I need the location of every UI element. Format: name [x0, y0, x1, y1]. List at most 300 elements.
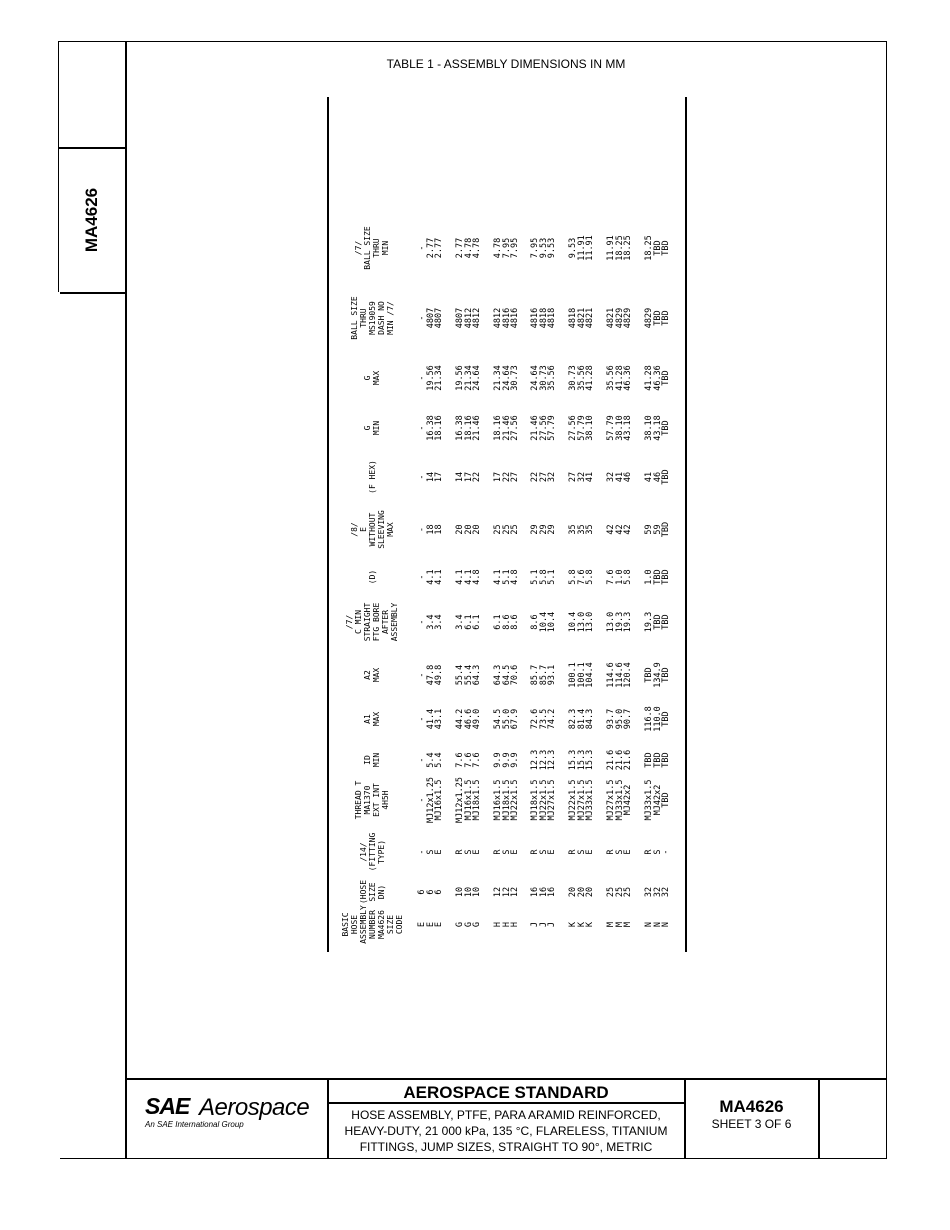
table-cell: 35.56 — [606, 365, 616, 391]
table-cell: H — [493, 921, 503, 928]
table-cell: 10 — [463, 886, 474, 898]
table-cell: TBD — [652, 240, 663, 256]
table-cell: 4818 — [568, 307, 578, 329]
table-cell: 16 — [538, 886, 549, 898]
table-cell: 25 — [493, 524, 503, 535]
table-cell: MJ33x1.5 — [585, 779, 596, 821]
table-cell: 5.4 — [425, 752, 436, 768]
table-cell: 4816 — [501, 307, 512, 329]
table-cell: 4829 — [614, 307, 625, 329]
table-cell: 57.79 — [547, 415, 558, 441]
table-cell: 7.95 — [530, 237, 540, 259]
table-cell: 7.6 — [576, 569, 587, 585]
table-cell: 3.4 — [434, 614, 445, 630]
table-cell: 25 — [623, 886, 634, 898]
table-cell: 9.9 — [501, 752, 512, 768]
standard-heading: AEROSPACE STANDARD — [403, 1083, 609, 1102]
table-cell: 18 — [434, 524, 445, 535]
table-cell: 2.77 — [434, 237, 445, 259]
table-cell: E — [510, 849, 521, 855]
side-document-code: MA4626 — [82, 187, 101, 253]
table-cell: N — [661, 921, 672, 928]
table-cell: 4829 — [623, 307, 634, 329]
table-cell: 22 — [472, 471, 483, 483]
table-cell: G — [472, 921, 483, 928]
table-cell: - — [417, 849, 427, 855]
table-cell: S — [425, 849, 436, 855]
table-cell: 21.34 — [463, 365, 474, 391]
table-cell: 21.46 — [501, 415, 512, 441]
table-cell: 9.9 — [510, 752, 521, 768]
table-cell: M — [614, 921, 625, 928]
table-cell: 21.6 — [614, 749, 625, 771]
table-cell: 4818 — [538, 307, 549, 329]
column-header: /14/ (FITTING TYPE) — [358, 832, 386, 872]
table-cell: 43.18 — [652, 415, 663, 441]
table-cell: 25 — [501, 524, 512, 535]
table-cell: 29 — [530, 524, 540, 535]
column-header: (HOSE SIZE DN) — [358, 879, 386, 905]
table-cell: 84.3 — [585, 708, 596, 730]
table-cell: 100.1 — [568, 662, 578, 688]
table-cell: 15.3 — [568, 749, 578, 771]
aerospace-logo-text: Aerospace — [199, 1094, 310, 1121]
description-line-2: HEAVY-DUTY, 21 000 kPa, 135 °C, FLARELESS, TITANIUM — [344, 1124, 668, 1138]
table-cell: 47.8 — [425, 664, 436, 686]
table-cell: S — [614, 849, 625, 855]
table-cell: 17 — [493, 471, 503, 483]
table-cell: 12.3 — [538, 749, 549, 771]
table-cell: 5.4 — [434, 752, 445, 768]
table-cell: 1.0 — [644, 569, 654, 585]
table-cell: E — [547, 849, 558, 855]
table-cell: 42 — [623, 524, 634, 535]
table-cell: 22 — [530, 471, 540, 483]
table-cell: 16.38 — [455, 415, 465, 441]
table-cell: MJ16x1.5 — [434, 779, 445, 821]
table-cell: 6 — [425, 889, 436, 895]
assembly-dimensions-table — [327, 97, 687, 952]
table-cell: TBD — [661, 711, 672, 727]
table-cell: 64.3 — [493, 664, 503, 686]
table-cell: 114.6 — [606, 662, 616, 688]
table-cell: K — [585, 921, 596, 928]
table-cell: 14 — [455, 471, 465, 483]
table-cell: 41 — [614, 471, 625, 483]
table-cell: 120.4 — [623, 662, 634, 688]
table-cell: 6 — [417, 889, 427, 895]
table-cell: 42 — [606, 524, 616, 535]
table-cell: - — [417, 716, 427, 722]
table-cell: 20 — [472, 524, 483, 535]
table-cell: MJ22x1.5 — [568, 779, 578, 821]
table-cell: 46.6 — [463, 708, 474, 730]
table-cell: TBD — [661, 752, 672, 768]
table-cell: - — [417, 526, 427, 533]
table-cell: 32 — [644, 886, 654, 898]
table-cell: 64.3 — [472, 664, 483, 686]
table-cell: 43.1 — [434, 708, 445, 730]
table-cell: 9.53 — [568, 237, 578, 259]
table-cell: 25 — [510, 524, 521, 535]
table-cell: 3.4 — [425, 614, 436, 630]
table-cell: 73.5 — [538, 708, 549, 730]
table-cell: MJ12x1.25 — [455, 776, 465, 824]
table-cell: 41.28 — [644, 365, 654, 391]
table-cell: TBD — [661, 614, 672, 630]
table-cell: 8.6 — [501, 614, 512, 630]
column-header: BALL SIZE THRU MS19059 DASH NO MIN /7/ — [349, 296, 395, 340]
table-cell: 10.4 — [547, 611, 558, 633]
table-cell: - — [417, 375, 427, 381]
table-cell: 24.64 — [501, 365, 512, 391]
table-cell: 85.7 — [538, 664, 549, 686]
table-cell: 43.18 — [623, 415, 634, 441]
table-cell: 93.1 — [547, 664, 558, 686]
table-cell: 2.77 — [455, 237, 465, 259]
column-header: /8/ E WITHOUT SLEEVING MAX — [349, 510, 395, 549]
table-cell: 29 — [547, 524, 558, 535]
table-cell: TBD — [661, 240, 672, 256]
column-header: BASIC HOSE ASSEMBLY NUMBER MA4626 SIZE CODE — [340, 905, 404, 944]
table-cell: J — [547, 921, 558, 928]
table-cell: - — [417, 315, 427, 321]
table-cell: MJ27x1.5 — [576, 779, 587, 821]
table-cell: 24.64 — [530, 365, 540, 391]
description-line-1: HOSE ASSEMBLY, PTFE, PARA ARAMID REINFORCED, — [351, 1108, 661, 1122]
table-cell: MJ18x1.5 — [472, 779, 483, 821]
table-cell: E — [623, 849, 634, 855]
table-cell: 4807 — [425, 307, 436, 329]
left-margin-divider — [125, 41, 127, 1159]
table-cell: 55.4 — [455, 664, 465, 686]
table-cell: 57.79 — [606, 415, 616, 441]
table-cell: 41.28 — [585, 365, 596, 391]
table-cell: 4807 — [434, 307, 445, 329]
table-cell: 18.25 — [623, 235, 634, 261]
title-block-divider-3 — [818, 1078, 820, 1159]
table-cell: 13.0 — [585, 611, 596, 633]
table-cell: 10.4 — [538, 611, 549, 633]
table-cell: 46 — [652, 471, 663, 483]
table-cell: 11.91 — [585, 235, 596, 261]
column-header: A2 MAX — [363, 667, 381, 683]
column-header: THREAD T MA1370 EXT INT 4H5H — [354, 780, 390, 820]
table-cell: 12.3 — [547, 749, 558, 771]
table-cell: MJ33x1.5 — [614, 779, 625, 821]
table-cell: 72.6 — [530, 708, 540, 730]
table-cell: 81.4 — [576, 708, 587, 730]
column-header: G MIN — [363, 420, 381, 436]
table-cell: TBD — [661, 420, 672, 436]
table-cell: 19.56 — [455, 365, 465, 391]
table-cell: MJ18x1.5 — [501, 779, 512, 821]
table-cell: 12 — [510, 886, 521, 898]
table-cell: 35 — [585, 524, 596, 535]
table-cell: 2.77 — [425, 237, 436, 259]
table-cell: S — [576, 849, 587, 855]
table-cell: 6.1 — [493, 614, 503, 630]
table-cell: 20 — [568, 886, 578, 898]
table-cell: J — [530, 921, 540, 928]
table-cell: 7.6 — [606, 569, 616, 585]
table-cell: 27.56 — [568, 415, 578, 441]
table-cell: 95.0 — [614, 708, 625, 730]
table-cell: 30.73 — [510, 365, 521, 391]
table-cell: 57.79 — [576, 415, 587, 441]
table-cell: 104.4 — [585, 662, 596, 688]
table-cell: 10 — [455, 886, 465, 898]
column-header: ID MIN — [363, 752, 381, 768]
table-cell: 35.56 — [547, 365, 558, 391]
table-cell: 114.6 — [614, 662, 625, 688]
table-cell: 82.3 — [568, 708, 578, 730]
table-cell: 35 — [568, 524, 578, 535]
table-cell: 4821 — [585, 307, 596, 329]
table-cell: E — [425, 921, 436, 928]
table-cell: 11.91 — [606, 235, 616, 261]
table-cell: 38.10 — [644, 415, 654, 441]
table-cell: E — [434, 849, 445, 855]
table-cell: TBD — [661, 521, 672, 538]
table-cell: TBD — [661, 310, 672, 326]
table-cell: 4.1 — [434, 569, 445, 585]
table-cell: G — [463, 921, 474, 928]
table-cell: 93.7 — [606, 708, 616, 730]
table-cell: 90.7 — [623, 708, 634, 730]
table-cell: M — [623, 921, 634, 928]
table-cell: 4812 — [493, 307, 503, 329]
table-cell: MJ42x2 — [652, 784, 663, 816]
table-cell: 21.46 — [530, 415, 540, 441]
table-cell: - — [417, 619, 427, 625]
table-cell: MJ18x1.5 — [530, 779, 540, 821]
table-cell: 9.53 — [538, 237, 549, 259]
table-cell: 7.6 — [472, 752, 483, 768]
table-cell: TBD — [644, 752, 654, 768]
table-cell: 18.25 — [644, 235, 654, 261]
table-cell: R — [644, 849, 654, 855]
table-cell: 5.1 — [501, 569, 512, 585]
table-cell: R — [493, 849, 503, 855]
table-cell: 85.7 — [530, 664, 540, 686]
table-cell: S — [538, 849, 549, 855]
table-cell: 25 — [606, 886, 616, 898]
table-cell: 5.8 — [623, 569, 634, 585]
table-cell: 4812 — [463, 307, 474, 329]
table-cell: TBD — [661, 569, 672, 585]
table-cell: 41.28 — [614, 365, 625, 391]
table-cell: 64.5 — [501, 664, 512, 686]
table-cell: H — [501, 921, 512, 928]
table-cell: 25 — [614, 886, 625, 898]
table-cell: E — [472, 849, 483, 855]
table-cell: S — [463, 849, 474, 855]
table-cell: 4.1 — [425, 569, 436, 585]
sheet-number: SHEET 3 OF 6 — [711, 1117, 792, 1131]
table-cell: 67.9 — [510, 708, 521, 730]
table-cell: MJ16x1.5 — [493, 779, 503, 821]
table-cell: 41.4 — [425, 708, 436, 730]
table-cell: 116.8 — [644, 706, 654, 732]
table-cell: K — [576, 921, 587, 928]
description-line-3: FITTINGS, JUMP SIZES, STRAIGHT TO 90°, METRIC — [359, 1140, 653, 1154]
table-cell: MJ27x1.5 — [606, 779, 616, 821]
table-cell: 5.1 — [530, 569, 540, 585]
table-cell: 55.0 — [501, 708, 512, 730]
table-cell: 6 — [434, 889, 445, 895]
table-cell: - — [417, 245, 427, 251]
table-cell: 3.4 — [455, 614, 465, 630]
table-cell: 70.6 — [510, 664, 521, 686]
table-cell: 16 — [530, 886, 540, 898]
table-cell: - — [417, 672, 427, 678]
column-header: (D) — [367, 569, 377, 585]
table-cell: 21.34 — [493, 365, 503, 391]
table-cell: R — [455, 849, 465, 855]
table-cell: 19.3 — [614, 611, 625, 633]
table-cell: 19.3 — [623, 611, 634, 633]
table-cell: MJ22x1.5 — [510, 779, 521, 821]
table-cell: M — [606, 921, 616, 928]
table-cell: 4821 — [576, 307, 587, 329]
table-cell: 12 — [493, 886, 503, 898]
table-cell: 7.95 — [501, 237, 512, 259]
table-cell: 32 — [652, 886, 663, 898]
sae-logo-mark: SAE — [145, 1093, 190, 1119]
table-cell: 10.4 — [568, 611, 578, 633]
table-cell: MJ22x1.5 — [538, 779, 549, 821]
table-cell: 32 — [661, 886, 672, 898]
table-cell: 30.73 — [568, 365, 578, 391]
table-cell: 21.6 — [623, 749, 634, 771]
table-cell: 4.1 — [463, 569, 474, 585]
table-cell: 15.3 — [576, 749, 587, 771]
table-cell: MJ42x2 — [623, 784, 634, 816]
table-cell: TBD — [661, 667, 672, 683]
table-cell: 100.1 — [576, 662, 587, 688]
table-cell: 54.5 — [493, 708, 503, 730]
table-cell: 18.25 — [614, 235, 625, 261]
table-cell: MJ16x1.5 — [463, 779, 474, 821]
table-cell: 27 — [510, 471, 521, 483]
table-cell: - — [417, 574, 427, 580]
table-cell: 18.16 — [463, 415, 474, 441]
table-cell: 46.36 — [623, 365, 634, 391]
table-cell: 17 — [434, 471, 445, 483]
table-cell: 18 — [425, 524, 436, 535]
table-cell: 12 — [501, 886, 512, 898]
table-cell: K — [568, 921, 578, 928]
table-cell: 110.0 — [652, 706, 663, 732]
table-cell: 35 — [576, 524, 587, 535]
table-cell: 12.3 — [530, 749, 540, 771]
table-cell: 6.1 — [463, 614, 474, 630]
title-block-top-rule — [126, 1078, 887, 1080]
table-cell: H — [510, 921, 521, 928]
table-cell: TBD — [661, 469, 672, 485]
table-cell: R — [530, 849, 540, 855]
table-cell: TBD — [652, 569, 663, 585]
table-cell: 17 — [463, 471, 474, 483]
table-cell: 41 — [585, 471, 596, 483]
table-cell: R — [568, 849, 578, 855]
table-cell: R — [606, 849, 616, 855]
table-cell: TBD — [661, 370, 672, 386]
table-cell: 14 — [425, 471, 436, 483]
table-cell: 21.46 — [472, 415, 483, 441]
table-cell: E — [434, 921, 445, 928]
table-cell: 18.16 — [493, 415, 503, 441]
table-cell: 5.8 — [538, 569, 549, 585]
table-cell: 9.53 — [547, 237, 558, 259]
table-cell: 4.8 — [472, 569, 483, 585]
column-header: /7/ C MIN STRAIGHT FTG BORE AFTER ASSEMBLY — [345, 602, 399, 642]
table-cell: 21.34 — [434, 365, 445, 391]
table-cell: 4821 — [606, 307, 616, 329]
table-cell: 4.1 — [455, 569, 465, 585]
table-cell: 16 — [547, 886, 558, 898]
table-cell: - — [417, 797, 427, 803]
table-cell: 55.4 — [463, 664, 474, 686]
sae-aerospace-logo — [145, 1093, 325, 1133]
table-cell: 32 — [606, 471, 616, 483]
table-cell: 4818 — [547, 307, 558, 329]
table-cell: 19.3 — [644, 611, 654, 633]
table-cell: 4807 — [455, 307, 465, 329]
table-cell: E — [585, 849, 596, 855]
table-cell: 27.56 — [510, 415, 521, 441]
table-cell: 59 — [644, 524, 654, 535]
table-cell: 49.0 — [472, 708, 483, 730]
table-cell: 7.6 — [455, 752, 465, 768]
table-cell: 4.78 — [493, 237, 503, 259]
table-cell: 38.10 — [585, 415, 596, 441]
table-cell: E — [417, 921, 427, 928]
table-cell: 4.78 — [472, 237, 483, 259]
table-cell: 13.0 — [606, 611, 616, 633]
table-cell: TBD — [661, 792, 672, 808]
table-cell: 4812 — [472, 307, 483, 329]
table-cell: 32 — [576, 471, 587, 483]
table-cell: 19.56 — [425, 365, 436, 391]
column-header: G MAX — [363, 370, 381, 386]
table-cell: 4829 — [644, 307, 654, 329]
table-cell: 20 — [463, 524, 474, 535]
table-cell: G — [455, 921, 465, 928]
side-code-bottom-rule — [58, 292, 126, 294]
table-cell: TBD — [644, 667, 654, 683]
table-cell: - — [661, 849, 672, 855]
table-cell: S — [652, 849, 663, 855]
table-cell: 21.6 — [606, 749, 616, 771]
table-cell: TBD — [652, 614, 663, 630]
table-cell: 22 — [501, 471, 512, 483]
table-cell: 27 — [538, 471, 549, 483]
table-cell: 4816 — [510, 307, 521, 329]
table-cell: 20 — [455, 524, 465, 535]
table-cell: 20 — [576, 886, 587, 898]
table-cell: 38.10 — [614, 415, 625, 441]
table-cell: MJ12x1.25 — [425, 776, 436, 824]
table-title: TABLE 1 - ASSEMBLY DIMENSIONS IN MM — [386, 57, 626, 71]
table-cell: 59 — [652, 524, 663, 535]
table-bottom-rule — [685, 97, 687, 952]
table-cell: 32 — [547, 471, 558, 483]
table-cell: 27 — [568, 471, 578, 483]
table-cell: 16.38 — [425, 415, 436, 441]
table-cell: 46.36 — [652, 365, 663, 391]
